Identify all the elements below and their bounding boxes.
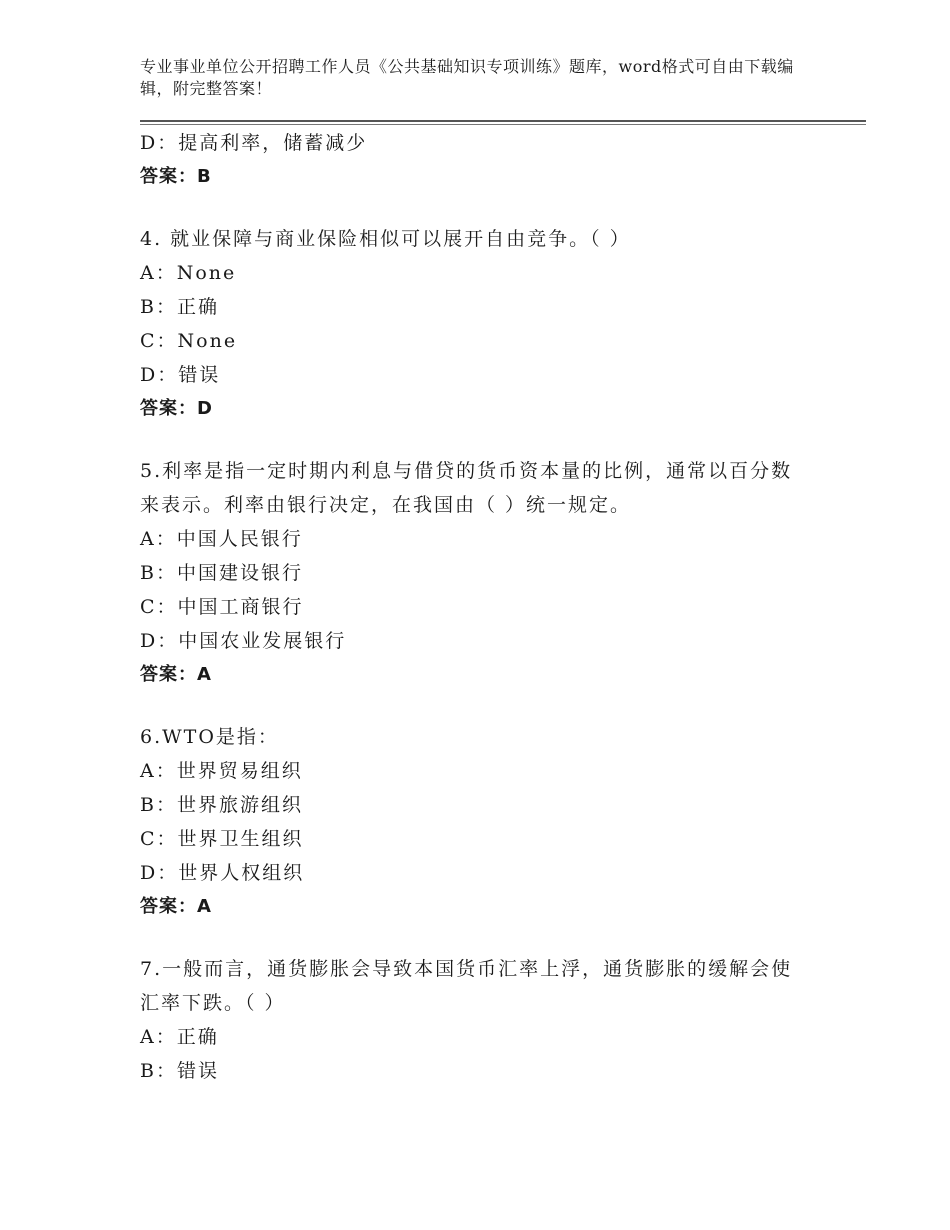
option-d: D：世界人权组织 xyxy=(140,862,305,884)
option-a: A：None xyxy=(140,262,237,284)
question-stem: 4. 就业保障与商业保险相似可以展开自由竞争。（ ） xyxy=(140,228,631,250)
option-c: C：None xyxy=(140,330,238,352)
option-b: B：正确 xyxy=(140,296,219,318)
question-3 xyxy=(140,126,810,194)
question-5 xyxy=(140,454,810,692)
question-stem: 7.一般而言，通货膨胀会导致本国货币汇率上浮，通货膨胀的缓解会使汇率下跌。（ ） xyxy=(140,958,793,1014)
option-a: A：正确 xyxy=(140,1026,219,1048)
option-d: D：错误 xyxy=(140,364,221,386)
page-header: 专业事业单位公开招聘工作人员《公共基础知识专项训练》题库，word格式可自由下载编辑，附完整答案！ xyxy=(140,57,794,98)
answer-label: 答案：D xyxy=(140,398,213,419)
spacer xyxy=(140,924,810,952)
header-rule-thin xyxy=(140,124,866,125)
spacer xyxy=(140,692,810,720)
spacer xyxy=(140,194,810,222)
answer-label: 答案：A xyxy=(140,664,212,685)
option-a: A：中国人民银行 xyxy=(140,528,303,550)
question-list xyxy=(140,126,810,1088)
question-stem: 5.利率是指一定时期内利息与借贷的货币资本量的比例，通常以百分数来表示。利率由银行决定，在我国由（ ）统一规定。 xyxy=(140,460,793,516)
question-stem: 6.WTO是指： xyxy=(140,726,279,748)
spacer xyxy=(140,426,810,454)
option-c: C：世界卫生组织 xyxy=(140,828,304,850)
option-b: B：错误 xyxy=(140,1060,219,1082)
option-b: B：中国建设银行 xyxy=(140,562,303,584)
header-rule-thick xyxy=(140,120,866,122)
option-b: B：世界旅游组织 xyxy=(140,794,303,816)
option-a: A：世界贸易组织 xyxy=(140,760,303,782)
answer-label: 答案：A xyxy=(140,896,212,917)
option-c: C：中国工商银行 xyxy=(140,596,304,618)
question-4 xyxy=(140,222,810,426)
option-d: D：中国农业发展银行 xyxy=(140,630,347,652)
option-d: D：提高利率，储蓄减少 xyxy=(140,132,368,154)
question-7 xyxy=(140,952,810,1088)
answer-label: 答案：B xyxy=(140,166,212,187)
question-6 xyxy=(140,720,810,924)
